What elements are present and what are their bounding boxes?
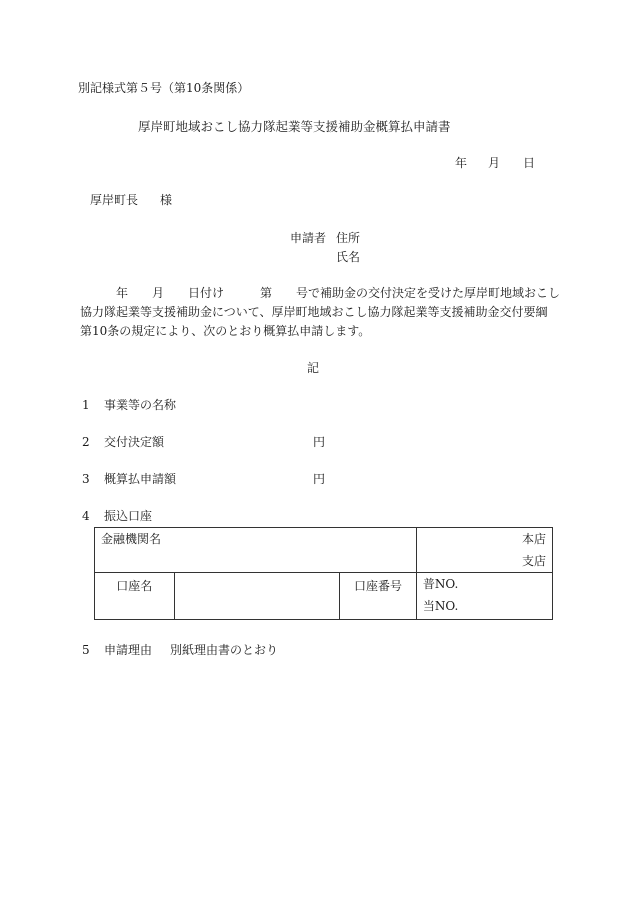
bank-row-2 [95,573,553,620]
head-office-label: 本店 [521,532,546,546]
item-3-num: 3 [82,472,90,486]
ordinary-account-label: 普NO. [422,577,459,591]
item-5-value: 別紙理由書のとおり [170,643,279,657]
ki-heading: 記 [307,361,320,375]
account-name-label: 口座名 [116,579,153,593]
branch-type-cell [416,528,552,573]
item-5-num: 5 [82,643,90,657]
applicant-name-label: 氏名 [336,250,361,264]
date-year: 年 [455,156,468,170]
bank-name-label: 金融機関名 [101,532,162,546]
addressee-name: 厚岸町長 [90,193,139,207]
item-4-label: 振込口座 [104,509,153,523]
applicant-address-label: 住所 [336,231,361,245]
bank-row-1 [95,528,553,573]
applicant-label: 申請者 [290,231,327,245]
form-id: 別記様式第５号（第10条関係） [78,81,250,95]
body-line-2: 協力隊起業等支援補助金について、厚岸町地域おこし協力隊起業等支援補助金交付要綱 [80,305,548,319]
item-2-label: 交付決定額 [104,435,165,449]
item-2-num: 2 [82,435,90,449]
item-1-num: 1 [82,398,90,412]
body-paragraph [80,284,561,341]
account-number-label: 口座番号 [354,579,403,593]
account-name-label-cell [95,573,175,620]
bank-account-table [94,527,553,620]
item-1-label: 事業等の名称 [104,398,177,412]
account-name-value-cell[interactable] [174,573,340,620]
bank-name-cell[interactable] [95,528,417,573]
date-day: 日 [523,156,536,170]
item-3-label: 概算払申請額 [104,472,177,486]
account-number-label-cell [340,573,417,620]
current-account-label: 当NO. [422,599,459,613]
item-4-num: 4 [82,509,90,523]
addressee-honorific: 様 [160,193,173,207]
body-line-3: 第10条の規定により、次のとおり概算払申請します。 [80,324,371,338]
date-month: 月 [488,156,501,170]
item-5-label: 申請理由 [104,643,153,657]
item-3-unit: 円 [313,472,326,486]
branch-label: 支店 [521,554,546,568]
account-number-value-cell[interactable] [416,573,552,620]
body-line-1: 年 月 日付け 第 号で補助金の交付決定を受けた厚岸町地域おこし [80,286,561,300]
item-2-unit: 円 [313,435,326,449]
document-title: 厚岸町地域おこし協力隊起業等支援補助金概算払申請書 [138,119,451,134]
